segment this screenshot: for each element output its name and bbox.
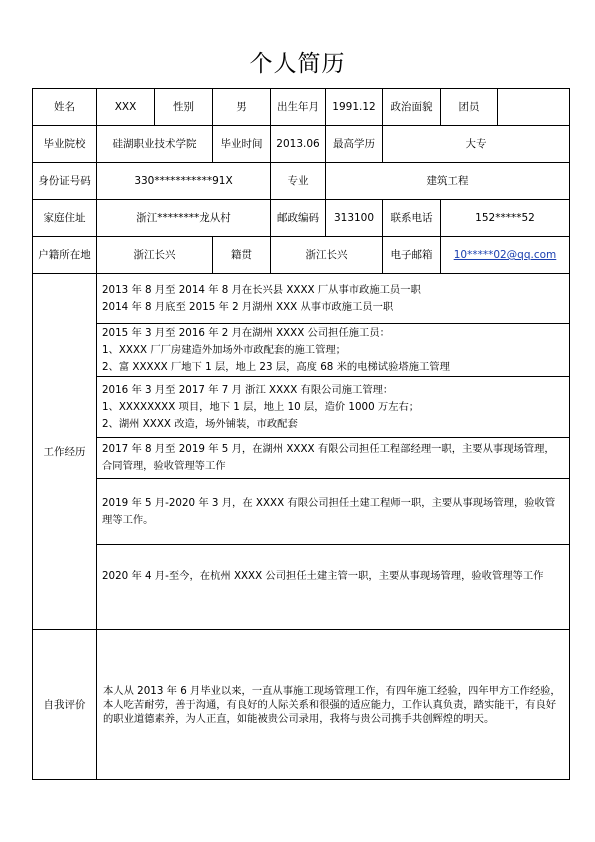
education-value: 大专 <box>383 126 570 163</box>
self-eval-label: 自我评价 <box>33 630 97 780</box>
work-entry <box>97 545 569 608</box>
hukou-label: 户籍所在地 <box>33 237 97 274</box>
work-line: 1、XXXXXXXX 项目，地下 1 层，地上 10 层，造价 1000 万左右； <box>102 400 420 413</box>
major-value: 建筑工程 <box>326 163 570 200</box>
work-label: 工作经历 <box>33 274 97 630</box>
work-entries <box>97 274 570 630</box>
row-hukou <box>33 237 570 274</box>
postcode-label: 邮政编码 <box>271 200 326 237</box>
phone-value: 152*****52 <box>441 200 570 237</box>
work-line: 2014 年 8 月底至 2015 年 2 月湖州 XXX 从事市政施工员一职 <box>102 300 394 313</box>
work-line: 2015 年 3 月至 2016 年 2 月在湖州 XXXX 公司担任施工员： <box>102 326 390 339</box>
row-basic-info <box>33 89 570 126</box>
phone-label: 联系电话 <box>383 200 441 237</box>
work-line: 合同管理，验收管理等工作 <box>102 460 226 472</box>
grad-time-value: 2013.06 <box>271 126 326 163</box>
id-label: 身份证号码 <box>33 163 97 200</box>
major-label: 专业 <box>271 163 326 200</box>
work-line: 2、富 XXXXX 厂地下 1 层，地上 23 层，高度 68 米的电梯试验塔施工管理 <box>102 360 450 373</box>
work-entry <box>97 377 569 438</box>
birth-value: 1991.12 <box>326 89 383 126</box>
work-line: 理等工作。 <box>102 513 154 526</box>
politics-value: 团员 <box>441 89 498 126</box>
work-entry <box>97 438 569 479</box>
school-label: 毕业院校 <box>33 126 97 163</box>
hukou-value: 浙江长兴 <box>97 237 213 274</box>
education-label: 最高学历 <box>326 126 383 163</box>
origin-value: 浙江长兴 <box>271 237 383 274</box>
grad-time-label: 毕业时间 <box>213 126 271 163</box>
row-self-evaluation <box>33 630 570 780</box>
work-line: 2019 年 5 月-2020 年 3 月，在 XXXX 有限公司担任土建工程师一职，主要从事现场管理，验收管 <box>102 496 556 509</box>
work-line: 2017 年 8 月至 2019 年 5 月，在湖州 XXXX 有限公司担任工程部经理一职，主要从事现场管理， <box>102 443 555 455</box>
resume-table <box>32 88 570 780</box>
work-line: 2016 年 3 月至 2017 年 7 月 浙江 XXXX 有限公司施工管理： <box>102 383 394 396</box>
work-line: 1、XXXX 厂厂房建造外加场外市政配套的施工管理； <box>102 343 346 356</box>
gender-label: 性别 <box>155 89 213 126</box>
postcode-value: 313100 <box>326 200 383 237</box>
email-link[interactable]: 10*****02@qq.com <box>441 237 570 274</box>
name-label: 姓名 <box>33 89 97 126</box>
self-eval-text: 本人从 2013 年 6 月毕业以来，一直从事施工现场管理工作，有四年施工经验，四年甲方工作经验，本人吃苦耐劳，善于沟通，有良好的人际关系和很强的适应能力，工作认真负责，踏实能干，有良好的职业道德素养，为人正直，如能被贵公司录用，我将与贵公司携手共创辉煌的明天。 <box>97 630 570 780</box>
name-value: XXX <box>97 89 155 126</box>
work-line: 2、湖州 XXXX 改造，场外铺装，市政配套 <box>102 417 298 430</box>
row-address <box>33 200 570 237</box>
id-value: 330***********91X <box>97 163 271 200</box>
politics-label: 政治面貌 <box>383 89 441 126</box>
school-value: 硅湖职业技术学院 <box>97 126 213 163</box>
work-line: 2013 年 8 月至 2014 年 8 月在长兴县 XXXX 厂从事市政施工员一职 <box>102 283 421 296</box>
row-id <box>33 163 570 200</box>
gender-value: 男 <box>213 89 271 126</box>
work-line: 2020 年 4 月-至今，在杭州 XXXX 公司担任土建主管一职，主要从事现场管理，验收管理等工作 <box>102 570 544 582</box>
work-entry <box>97 479 569 545</box>
row-work <box>33 274 570 630</box>
work-entry <box>97 274 569 324</box>
address-value: 浙江********龙从村 <box>97 200 271 237</box>
work-entry <box>97 324 569 377</box>
page-title: 个人简历 <box>249 51 346 77</box>
row-school <box>33 126 570 163</box>
address-label: 家庭住址 <box>33 200 97 237</box>
birth-label: 出生年月 <box>271 89 326 126</box>
origin-label: 籍贯 <box>213 237 271 274</box>
empty-cell <box>498 89 570 126</box>
email-label: 电子邮箱 <box>383 237 441 274</box>
